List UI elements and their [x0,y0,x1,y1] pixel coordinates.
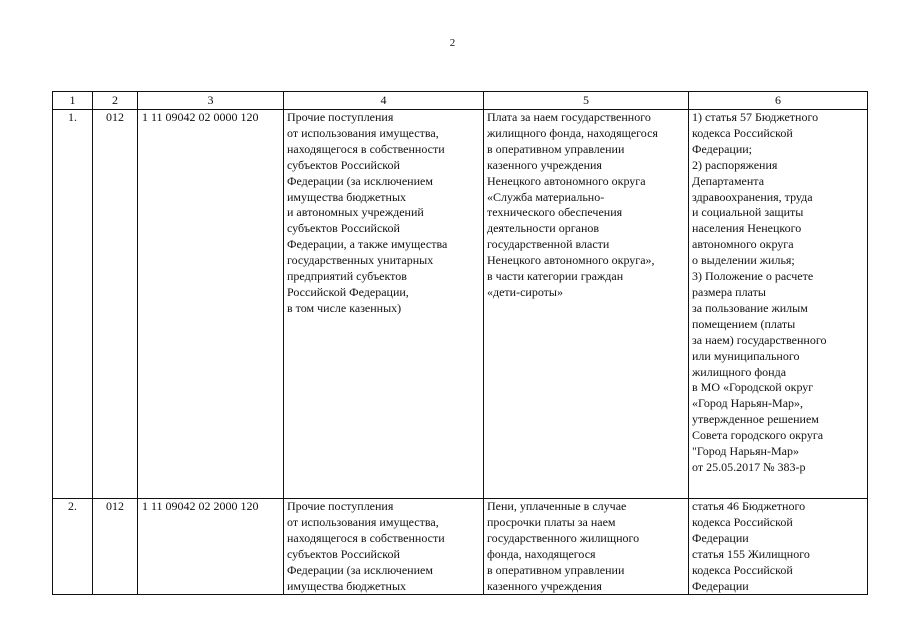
text-line: статья 46 Бюджетного [692,499,806,513]
text-line: 1) статья 57 Бюджетного [692,110,819,124]
text-line: статья 155 Жилищного [692,546,810,561]
row-number: 1. [53,110,93,499]
text-line: Федерации (за исключением [287,562,433,577]
text-line: размера платы [692,284,766,299]
text-line: о выделении жилья; [692,253,795,268]
text-line: государственного жилищного [487,530,640,545]
text-line: казенного учреждения [487,157,602,172]
text-line: Ненецкого автономного округа [487,173,646,188]
budget-revenue-table [52,91,868,595]
column-header: 6 [689,92,868,110]
column-header: 3 [138,92,284,110]
text-line: Федерации (за исключением [287,173,433,188]
text-line: в оперативном управлении [487,141,625,156]
text-line: и автономных учреждений [287,205,424,220]
text-line: казенного учреждения [487,578,602,593]
text-line: государственных унитарных [287,253,434,268]
text-line: Федерации [692,530,749,545]
text-line: от использования имущества, [287,514,439,529]
admin-code: 012 [93,110,138,499]
text-line: в МО «Городской округ [692,380,814,395]
budget-classification-code: 1 11 09042 02 0000 120 [138,110,284,499]
text-line: от 25.05.2017 № 383-р [692,459,806,474]
text-line: Федерации [692,578,749,593]
text-line: в том числе казенных) [287,300,402,315]
table-header-row [53,92,868,110]
text-line: «дети-сироты» [487,284,563,299]
text-line: кодекса Российской [692,562,793,577]
text-line: Российской Федерации, [287,284,409,299]
text-line: 2) распоряжения [692,157,778,172]
text-line: жилищного фонда, находящегося [487,125,658,140]
text-line: Федерации; [692,141,753,156]
text-line: автономного округа [692,237,794,252]
column-header: 5 [484,92,689,110]
text-line: субъектов Российской [287,221,400,236]
text-line: или муниципального [692,348,800,363]
row-number: 2. [53,499,93,595]
text-line: здравоохранения, труда [692,189,813,204]
text-line: находящегося в собственности [287,530,445,545]
text-line: 3) Положение о расчете [692,269,814,284]
payment-description [484,110,689,499]
text-line: субъектов Российской [287,546,400,561]
text-line: помещением (платы [692,316,796,331]
text-line: государственной власти [487,237,610,252]
legal-basis [689,110,868,499]
table-row [53,110,868,499]
text-line: «Город Нарьян-Мар», [692,396,804,411]
text-line: Пени, уплаченные в случае [487,499,627,513]
text-line: Совета городского округа [692,428,824,443]
text-line: предприятий субъектов [287,269,407,284]
text-line: Ненецкого автономного округа», [487,253,655,268]
text-line: имущества бюджетных [287,189,407,204]
page-number: 2 [449,37,456,49]
column-header: 2 [93,92,138,110]
text-line: и социальной защиты [692,205,804,220]
text-line: "Город Нарьян-Мар» [692,444,799,459]
text-line: фонда, находящегося [487,546,596,561]
text-line: населения Ненецкого [692,221,802,236]
payment-description [484,499,689,595]
text-line: технического обеспечения [487,205,623,220]
table-row [53,499,868,595]
text-line: за наем) государственного [692,332,827,347]
column-header: 1 [53,92,93,110]
text-line: «Служба материально- [487,189,605,204]
text-line: Прочие поступления [287,499,394,513]
text-line: деятельности органов [487,221,600,236]
text-line: кодекса Российской [692,514,793,529]
text-line: от использования имущества, [287,125,439,140]
text-line: Федерации, а также имущества [287,237,448,252]
text-line: Плата за наем государственного [487,110,651,124]
text-line: в части категории граждан [487,269,624,284]
text-line: Департамента [692,173,765,188]
legal-basis [689,499,868,595]
revenue-description [284,110,484,499]
budget-classification-code: 1 11 09042 02 2000 120 [138,499,284,595]
text-line: находящегося в собственности [287,141,445,156]
text-line: субъектов Российской [287,157,400,172]
text-line: в оперативном управлении [487,562,625,577]
text-line: за пользование жилым [692,300,808,315]
column-header: 4 [284,92,484,110]
revenue-description [284,499,484,595]
text-line: имущества бюджетных [287,578,407,593]
admin-code: 012 [93,499,138,595]
text-line: кодекса Российской [692,125,793,140]
text-line: Прочие поступления [287,110,394,124]
text-line: просрочки платы за наем [487,514,616,529]
text-line: утвержденное решением [692,412,819,427]
text-line: жилищного фонда [692,364,787,379]
